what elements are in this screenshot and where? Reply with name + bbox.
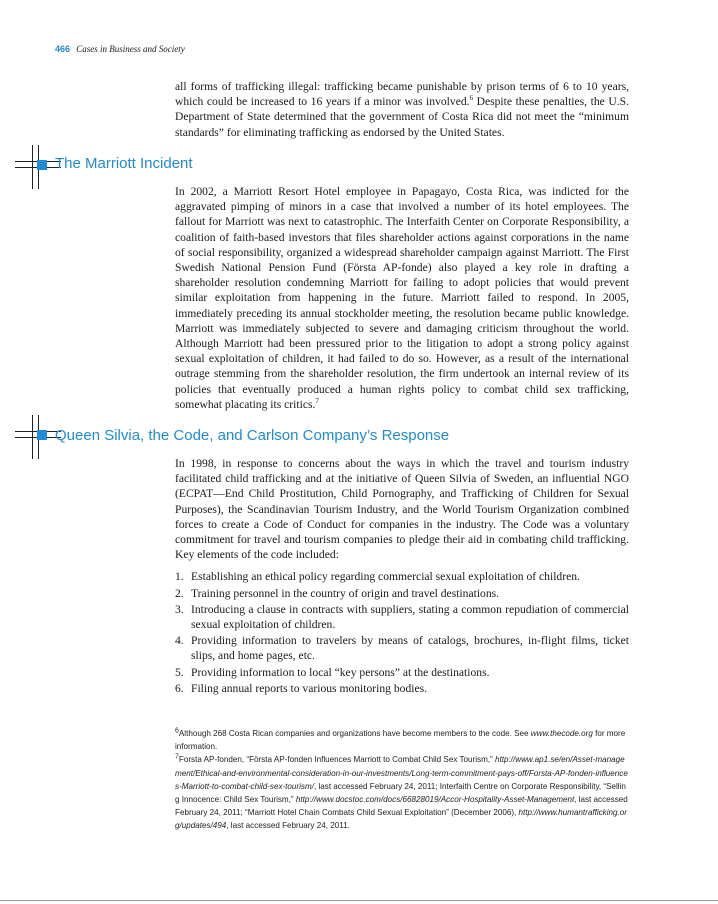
list-number: 5.: [175, 665, 184, 679]
footnote-link[interactable]: http://www.humantrafficking.org/updates/494: [175, 808, 627, 831]
footnote-text: , last accessed February 24, 2011; “Marriott Hotel Chain Combats Child Sexual Exploitation” (December 2006),: [175, 795, 628, 818]
code-text: In 1998, in response to concerns about the ways in which the travel and tourism industry facilitated child trafficking and at the initiative of Queen Silvia of Sweden, an influential NGO (ECPAT—End Child Prostitution, Child Pornography, and Trafficking of Children for Sexual Purposes), the Scandinavian Tourism Industry, and the World Tourism Organization combined forces to create a Code of Conduct for companies in the industry. The Code was a voluntary commitment for travel and tourism companies to pledge their aid in combating child trafficking. Key elements of the code included:: [175, 457, 629, 562]
list-number: 4.: [175, 634, 184, 648]
footnote-link[interactable]: http://www.docstoc.com/docs/66828019/Accor-Hospitality-Asset-Management: [295, 795, 575, 805]
intro-text: all forms of trafficking illegal: trafficking became punishable by prison terms of 6 to 10 years, which could be increased to 16 years if a minor was involved.: [175, 80, 629, 109]
footnote-number: 6: [175, 727, 179, 735]
footnote-link[interactable]: http://www.ap1.se/en/Asset-management/Ethical-and-environmental-consideration-in-our-investments/Long-term-commitment-pays-off/Forsta-AP-fonden-influences-Marriott-to-combat-child-sex-tourism/: [175, 755, 628, 791]
marriott-text: In 2002, a Marriott Resort Hotel employee in Papagayo, Costa Rica, was indicted for the aggravated pimping of minors in a case that involved a number of its hotel employees. The fallout for Marriott was next to catastrophic. The Interfaith Center on Corporate Responsibility, a coalition of faith-based investors that files shareholder actions against corporations in the name of social responsibility, organized a widespread shareholder campaign against Marriott. The First Swedish National Pension Fund (Första AP-fonde) also played a key role in drafting a shareholder resolution condemning Marriott for failing to adopt policies that would prevent similar exploitation from happening in the future. Marriott failed to respond. In 2005, immediately preceding its annual stockholder meeting, the resolution became public knowledge. Marriott was immediately subjected to severe and damaging criticism throughout the world. Although Marriott had been pressured prior to the litigation to adopt a strong policy against sexual exploitation of children, it had failed to do so. However, as a result of the international outrage stemming from the shareholder resolution, the firm undertook an internal review of its policies that eventually produced a human rights policy to combat child sex trafficking, somewhat placating its critics.: [175, 185, 629, 411]
list-text: Introducing a clause in contracts with suppliers, stating a common repudiation of commercial sexual exploitation of children.: [191, 602, 629, 632]
list-item: [175, 569, 629, 584]
page-number: 466: [55, 44, 71, 54]
footnote-ref-7: 7: [315, 396, 319, 405]
section-heading-queen-silvia: Queen Silvia, the Code, and Carlson Company’s Response: [55, 427, 450, 444]
intro-text-continued: Despite these penalties, the U.S. Department of State determined that the government of Costa Rica did not meet the “minimum standards” for eliminating trafficking as endorsed by the United States.: [175, 95, 629, 139]
footnote-6: [175, 727, 629, 753]
footnote-text: , last accessed February 24, 2011; Interfaith Centre on Corporate Responsibility, “Selling Innocence: Child Sex Tourism,”: [175, 781, 626, 805]
footnote-text: Forsta AP-fonden, “Första AP-fonden Influences Marriott to Combat Child Sex Tourism,”: [178, 755, 495, 765]
list-item: [175, 681, 629, 696]
footnote-7: [175, 753, 629, 832]
footnotes: [175, 727, 629, 833]
page-bottom-rule: [0, 900, 718, 901]
list-number: 1.: [175, 570, 184, 584]
list-item: [175, 602, 629, 632]
list-number: 6.: [175, 681, 184, 695]
list-text: Training personnel in the country of origin and travel destinations.: [191, 586, 500, 600]
book-title: Cases in Business and Society: [76, 44, 185, 54]
footnote-text: for more information.: [175, 729, 626, 752]
list-text: Providing information to travelers by means of catalogs, brochures, in-flight films, ticket slips, and home pages, etc.: [191, 634, 629, 663]
code-paragraph: [175, 456, 629, 696]
marriott-paragraph: [175, 184, 629, 412]
list-item: [175, 586, 629, 601]
list-text: Filing annual reports to various monitoring bodies.: [191, 681, 428, 695]
footnote-number: 7: [175, 753, 179, 761]
list-text: Establishing an ethical policy regarding commercial sexual exploitation of children.: [191, 570, 580, 584]
running-head: [55, 44, 185, 54]
list-item: [175, 665, 629, 680]
footnote-text: Although 268 Costa Rican companies and organizations have become members to the code. See: [178, 729, 531, 738]
list-text: Providing information to local “key persons” at the destinations.: [191, 665, 490, 679]
list-number: 2.: [175, 586, 184, 600]
code-elements-list: [175, 569, 629, 696]
footnote-link[interactable]: www.thecode.org: [530, 729, 593, 738]
section-heading-marriott: The Marriott Incident: [55, 155, 193, 172]
intro-paragraph: [175, 79, 629, 140]
list-number: 3.: [175, 602, 184, 616]
footnote-text: , last accessed February 24, 2011.: [226, 821, 350, 831]
list-item: [175, 633, 629, 663]
footnote-ref-6: 6: [469, 94, 474, 103]
